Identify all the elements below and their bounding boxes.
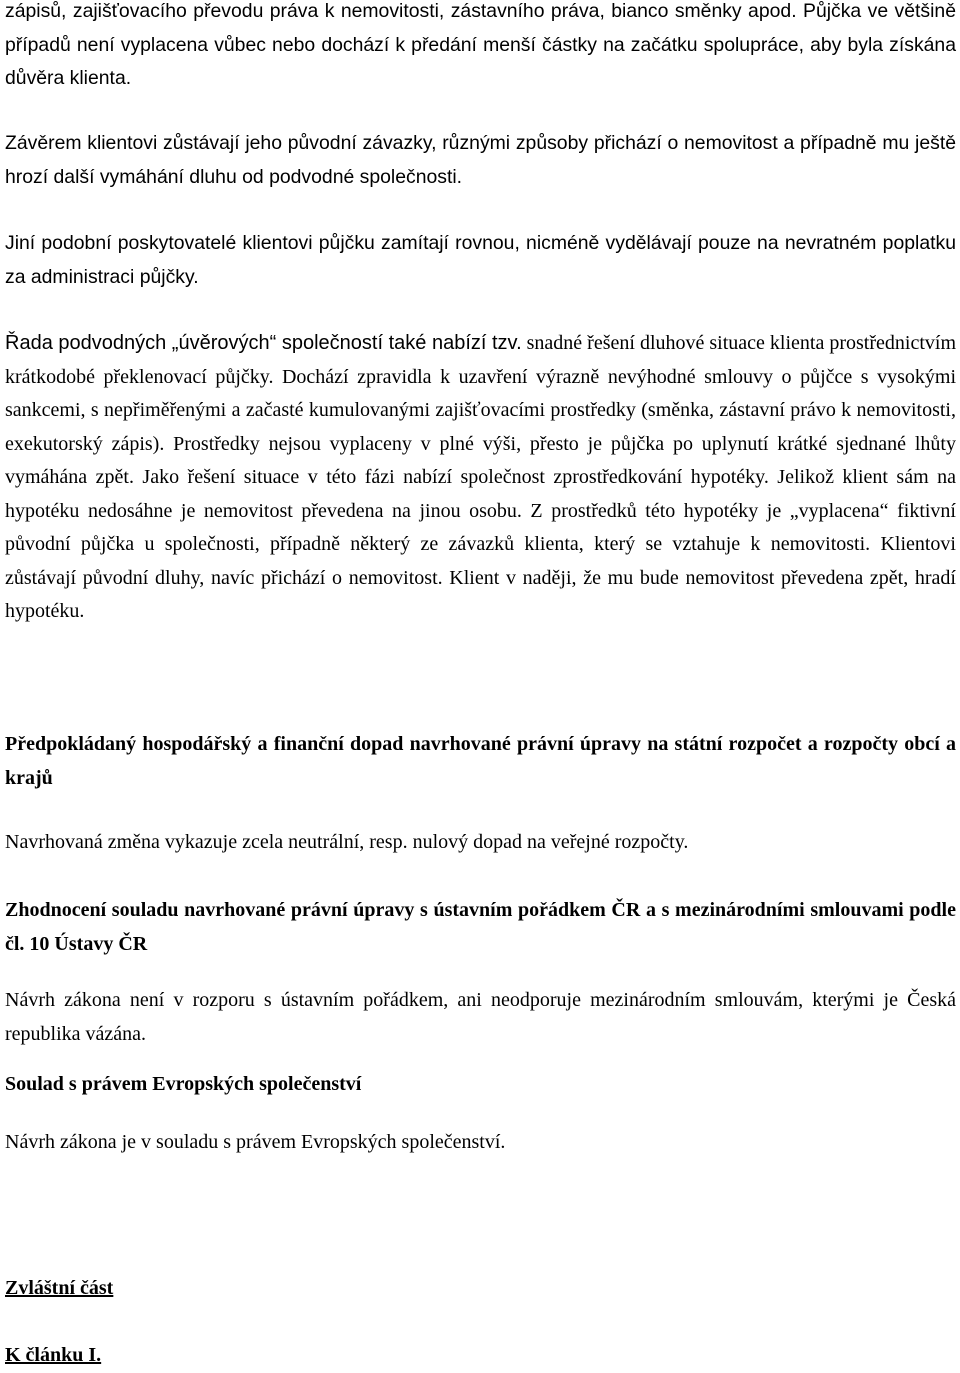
paragraph-conclusion: Závěrem klientovi zůstávají jeho původní závazky, různými způsoby přichází o nemovitost a případně mu ještě hrozí další vymáhání dluhu od podvodné společnosti. <box>5 132 956 188</box>
heading-special-part: Zvláštní část <box>5 1277 114 1299</box>
paragraph-eu-law: Návrh zákona je v souladu s právem Evropských společenství. <box>5 1131 506 1153</box>
paragraph-constitution: Návrh zákona není v rozporu s ústavním pořádkem, ani neodporuje mezinárodním smlouvám, kterými je Česká republika vázána. <box>5 989 956 1045</box>
paragraph-credit-lead: Řada podvodných „úvěrových“ společností také nabízí tzv. <box>5 332 522 354</box>
paragraph-budget-impact: Navrhovaná změna vykazuje zcela neutrální, resp. nulový dopad na veřejné rozpočty. <box>5 831 689 853</box>
paragraph-credit-rest: snadné řešení dluhové situace klienta prostřednictvím krátkodobé překlenovací půjčky. Dochází zpravidla k uzavření výrazně nevýhodné smlouvy o půjčce s vysokými sankcemi, s nepřiměřenými a začasté kumulovanými zajišťovacími prostředky (směnka, zástavní právo k nemovitosti, exekutorský zápis). Prostředky nejsou vyplaceny v plné výši, přesto je půjčka po uplynutí krátké sjednané lhůty vymáhána zpět. Jako řešení situace v této fázi nabízí společnost zprostředkování hypotéky. Jelikož klient sám na hypotéku nedosáhne je nemovitost převedena na jinou osobu. Z prostředků této hypotéky je „vyplacena“ fiktivní původní půjčka u společnosti, případně některý ze závazků klienta, který se vztahuje k nemovitosti. Klientovi zůstávají původní dluhy, navíc přichází o nemovitost. Klient v naději, že mu bude nemovitost převedena zpět, hradí hypotéku. <box>5 332 956 622</box>
paragraph-other-providers: Jiní podobní poskytovatelé klientovi půjčku zamítají rovnou, nicméně vydělávají pouze na nevratném poplatku za administraci půjčky. <box>5 232 956 288</box>
heading-article-1: K článku I. <box>5 1344 102 1366</box>
paragraph-intro: zápisů, zajišťovacího převodu práva k nemovitosti, zástavního práva, bianco směnky apod. Půjčka ve většině případů není vyplacena vůbec nebo dochází k předání menší částky na začátku spolupráce, aby byla získána důvěra klienta. <box>5 0 956 89</box>
heading-constitution: Zhodnocení souladu navrhované právní úpravy s ústavním pořádkem ČR a s mezinárodními smlouvami podle čl. 10 Ústavy ČR <box>5 899 956 955</box>
heading-eu-law: Soulad s právem Evropských společenství <box>5 1073 362 1095</box>
paragraph-credit-companies <box>5 327 956 629</box>
heading-budget-impact: Předpokládaný hospodářský a finanční dopad navrhované právní úpravy na státní rozpočet a rozpočty obcí a krajů <box>5 733 956 789</box>
